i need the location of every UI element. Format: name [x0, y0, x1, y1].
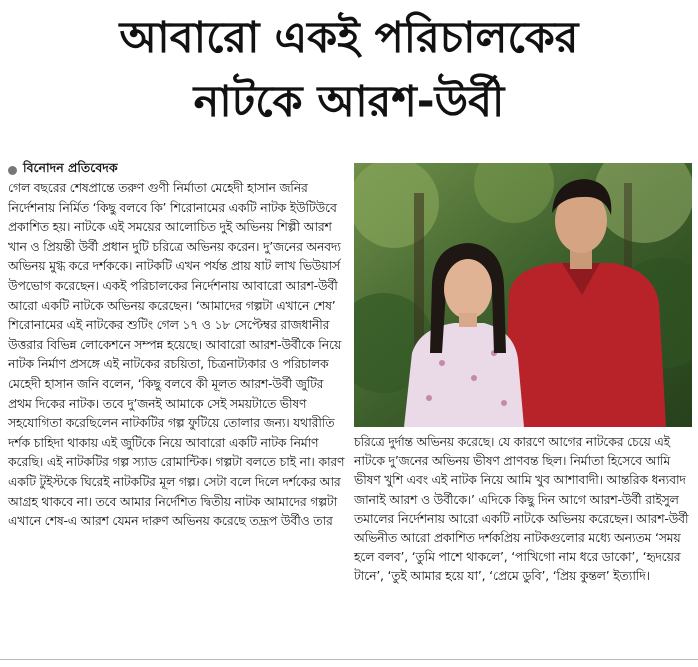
bottom-rule — [0, 659, 698, 660]
headline — [0, 6, 698, 134]
article-text-right: চরিত্রে দুর্দান্ত অভিনয় করেছে। যে কারণে আগের নাটকের চেয়ে এই নাটকে দু’জনের অভিনয় ভীষণ প্রাণবন্ত ছিল। নির্মাতা হিসেবে আমি ভীষণ খুশি এবং এই নাটক নিয়ে আমি খুব আশাবাদী। আন্তরিক ধন্যবাদ জানাই আরশ ও উর্বীকে।’ এদিকে কিছু দিন আগে আরশ-উর্বী রাইসুল তমালের নির্দেশনায় আরো একটি নাটকে অভিনয় করেছেন। আরশ-উর্বী অভিনীত আরো প্রকাশিত দর্শকপ্রিয় নাটকগুলোর মধ্যে অন্যতম ‘সময় হলে বলব’, ‘তুমি পাশে থাকলে’, ‘পাখিগো নাম ধরে ডাকো’, ‘হৃদয়ের টানে’, ‘তুই আমার হয়ে যা’, ‘প্রেমে ডুবি’, ‘প্রিয় কুন্তল’ ইত্যাদি। — [354, 434, 689, 584]
photo-illustration — [354, 163, 692, 427]
bullet-icon — [8, 166, 17, 175]
headline-line-2: নাটকে আরশ-উর্বী — [193, 77, 505, 127]
byline-text: বিনোদন প্রতিবেদক — [23, 160, 118, 175]
byline — [8, 160, 118, 180]
article-column-right — [354, 432, 692, 586]
article-text-left: গেল বছরের শেষপ্রান্তে তরুণ গুণী নির্মাতা মেহেদী হাসান জনির নির্দেশনায় নির্মিত ‘কিছু বলবে কি’ শিরোনামের একটি নাটক ইউটিউবে প্রকাশিত হয়। নাটকে এই সময়ের আলোচিত দুই অভিনয় শিল্পী আরশ খান ও প্রিয়ন্তী উর্বী প্রধান দুটি চরিত্রে অভিনয় করেন। দু’জনের অনবদ্য অভিনয় মুগ্ধ করে দর্শককে। নাটকটি এখন পর্যন্ত প্রায় ষাট লাখ ভিউয়ার্স উপভোগ করেছেন। একই পরিচালকের নির্দেশনায় আবারো আরশ-উর্বী আরো একটি নাটকে অভিনয় করেছেন। ‘আমাদের গল্পটা এখানে শেষ’ শিরোনামের এই নাটকের শুটিং গেল ১৭ ও ১৮ সেপ্টেম্বর রাজধানীর উত্তরার বিভিন্ন লোকেশনে সম্পন্ন হয়েছে। আবারো আরশ-উর্বীকে নিয়ে নাটক নির্মাণ প্রসঙ্গে এই নাটকের রচয়িতা, চিত্রনাট্যকার ও পরিচালক মেহেদী হাসান জনি বলেন, ‘কিছু বলবে কী মূলত আরশ-উর্বী জুটির প্রথম দিকের নাটক। তবে দু’জনই আমাকে সেই সময়টাতে ভীষণ সহযোগিতা করেছিলেন নাটকটির গল্প ফুটিয়ে তোলার জন্য। যথারীতি দর্শক চাহিদা থাকায় এই জুটিকে নিয়ে আবারো একটি নাটক নির্মাণ করেছি। এই নাটকটির গল্প স্যাড রোমান্টিক। গল্পটা বলতে চাই না। কারণ একটি টুইস্টকে ঘিরেই নাটকটির মূল গল্প। সেটা বলে দিলে দর্শকের আর আগ্রহ থাকবে না। তবে আমার নির্দেশিত দ্বিতীয় নাটক আমাদের গল্পটা এখানে শেষ-এ আরশ যেমন দারুণ অভিনয় করেছে তদ্রূপ উর্বীও তার — [8, 180, 345, 529]
article-column-left — [8, 178, 346, 531]
article-photo — [354, 163, 692, 427]
headline-line-1: আবারো একই পরিচালকের — [119, 13, 579, 63]
